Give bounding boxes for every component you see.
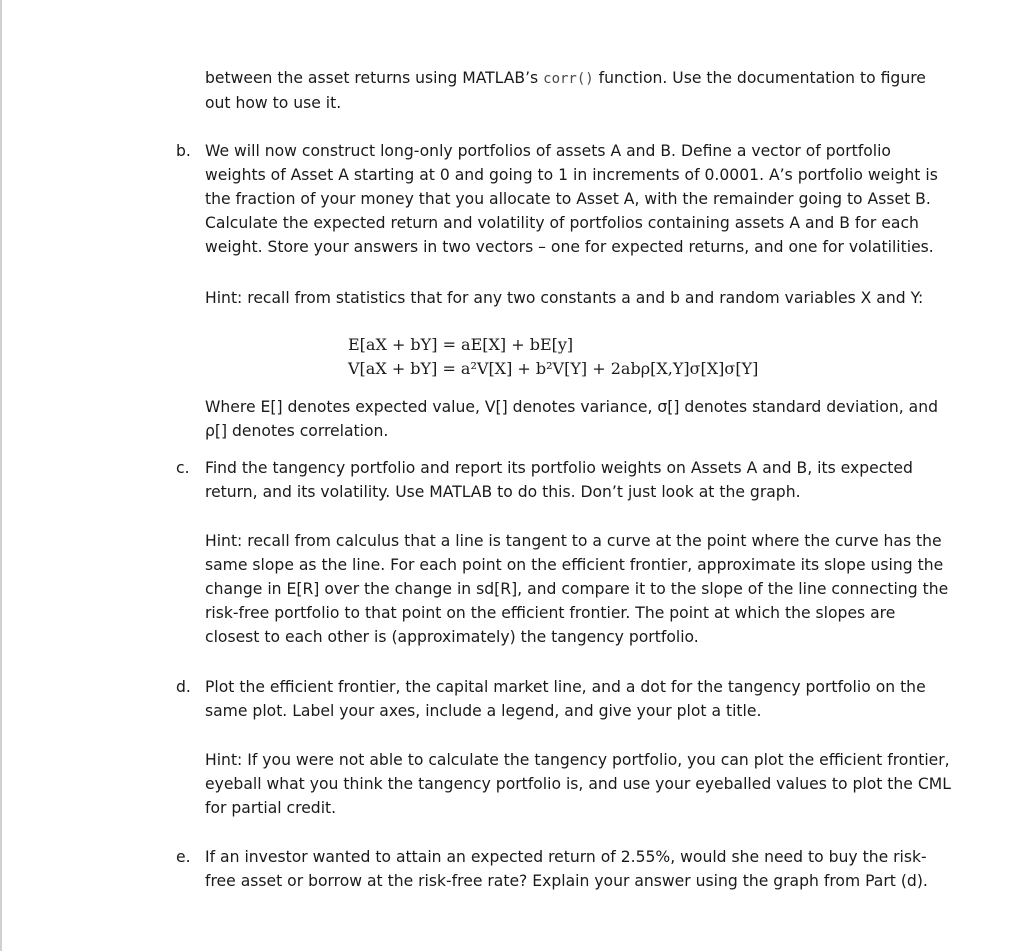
item-c-line: Find the tangency portfolio and report its portfolio weights on Assets A and B, its expected [205,459,913,477]
item-b-hint-text: Hint: recall from statistics that for any two constants a and b and random variables X and Y: [205,289,924,307]
item-c-paragraph [205,456,935,504]
item-b-where-paragraph [205,395,938,443]
item-e-paragraph [205,845,935,893]
intro-line-1 [205,66,935,91]
item-d-paragraph [205,675,935,723]
item-d-line: Plot the efficient frontier, the capital market line, and a dot for the tangency portfolio on the [205,678,926,696]
item-c-marker: c. [176,459,190,477]
item-d-line: same plot. Label your axes, include a legend, and give your plot a title. [205,702,762,720]
item-b-line: We will now construct long-only portfolios of assets A and B. Define a vector of portfolio [205,142,891,160]
item-b-marker: b. [176,142,191,160]
item-b-line: the fraction of your money that you allocate to Asset A, with the remainder going to Asset B. [205,190,931,208]
item-c-line: return, and its volatility. Use MATLAB to do this. Don’t just look at the graph. [205,483,801,501]
intro-line-2: out how to use it. [205,94,342,112]
intro-line-1-text-after: function. Use the documentation to figure [593,69,926,87]
item-b-line: Calculate the expected return and volatility of portfolios containing assets A and B for each [205,214,919,232]
item-b-paragraph [205,139,938,259]
item-e-line: free asset or borrow at the risk-free rate? Explain your answer using the graph from Part (d). [205,872,928,890]
item-d-hint [205,748,951,820]
expectation-equation: E[aX + bY] = aE[X] + bE[y] [348,335,574,354]
item-e-line: If an investor wanted to attain an expected return of 2.55%, would she need to buy the risk- [205,848,927,866]
intro-paragraph [205,66,935,115]
item-b-line: weights of Asset A starting at 0 and going to 1 in increments of 0.0001. A’s portfolio weight is [205,166,938,184]
item-c-hint-line: closest to each other is (approximately) the tangency portfolio. [205,628,699,646]
intro-line-1-text: between the asset returns using MATLAB’s [205,69,544,87]
corr-function-code: corr() [543,71,594,87]
item-b-line: weight. Store your answers in two vectors – one for expected returns, and one for volatilities. [205,238,934,256]
item-c-hint [205,529,949,649]
item-d-hint-line: for partial credit. [205,799,337,817]
item-d-hint-line: eyeball what you think the tangency portfolio is, and use your eyeballed values to plot the CML [205,775,951,793]
item-c-hint-line: Hint: recall from calculus that a line is tangent to a curve at the point where the curve has the [205,532,942,550]
item-d-hint-line: Hint: If you were not able to calculate the tangency portfolio, you can plot the efficient frontier, [205,751,950,769]
item-b-where-line: ρ[] denotes correlation. [205,422,389,440]
item-d-marker: d. [176,678,191,696]
item-c-hint-line: change in E[R] over the change in sd[R], and compare it to the slope of the line connecting the [205,580,949,598]
variance-equation: V[aX + bY] = a²V[X] + b²V[Y] + 2abρ[X,Y]σ[X]σ[Y] [348,359,759,378]
item-c-hint-line: same slope as the line. For each point on the efficient frontier, approximate its slope using the [205,556,944,574]
item-e-marker: e. [176,848,191,866]
item-c-hint-line: risk-free portfolio to that point on the efficient frontier. The point at which the slopes are [205,604,896,622]
item-b-where-line: Where E[] denotes expected value, V[] denotes variance, σ[] denotes standard deviation, and [205,398,938,416]
item-b-hint [205,286,935,310]
